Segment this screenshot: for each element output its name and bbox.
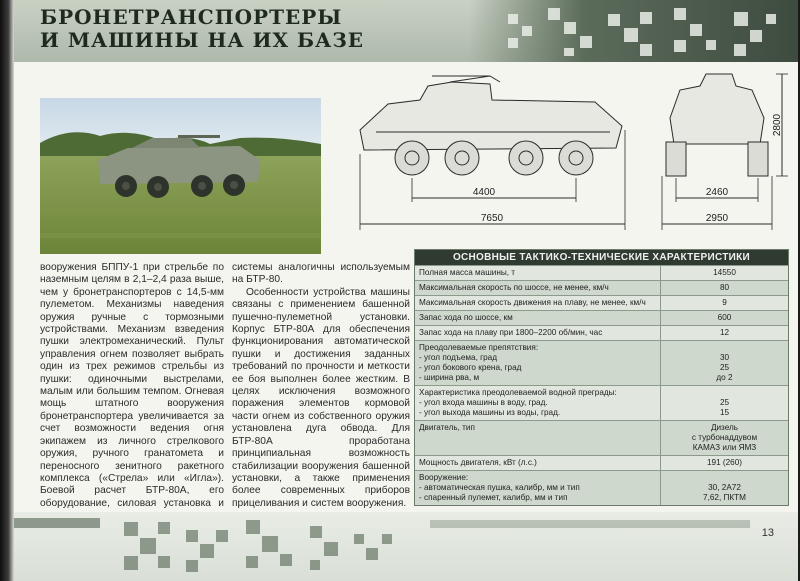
body-paragraph: вооружения БППУ-1 при стрельбе по наземным целям в 2,1–2,4 раза выше, чем у бронетранспортеров с 14,5-мм пулеметом. Механизмы наведения оружия ручные с тормозными устройствами. Механизм взведения пушки электромеханический. Пульт управления огнем позволяет выбрать один из трех режимов стрельбы из пушки: одиночными выстрелами, малым или большим темпом. Огневая мощь штатного вооружения бронетранспортера увеличивается за счет возможности ведения огня экипажем из личного стрелкового оружия, ручного гранатомета и переносного зенитного ракетного комплекса («Стрела» или «Игла»). Боевой расчет БТР-80А, его оборудование, силовая установка и [40,262,224,509]
dim-wheelbase-label: 4400 [472,187,496,198]
spec-label-line: - спаренный пулемет, калибр, мм и тип [419,493,568,502]
body-paragraph: Особенности устройства машины связаны с применением башенной пушечно-пулеметной установки. Корпус БТР-80А для обеспечения функционирования автоматической пушки и достижения заданных требований по прочности и меткости ее боя выполнен более жестким. В целях исключения возможного поражения элементов кормовой части огнем из собственного оружия установлена дуга обвода. Для БТР-80А проработана принципиальная возможность стабилизации вооружения башенной установки, а также применения более современных приборов прицеливания и систем вооружения. [232,286,410,509]
spec-label [415,471,661,505]
spec-value-line: Дизель [710,423,739,432]
table-row [415,455,788,470]
table-row [415,385,788,420]
title-line-2: И МАШИНЫ НА ИХ БАЗЕ [40,28,365,52]
dim-height-label: 2800 [772,113,783,137]
specs-table [414,249,789,506]
spec-label-line: Характеристика преодолеваемой водной преграды: [419,388,617,397]
spec-value: 80 [719,283,730,292]
page [10,0,798,581]
spec-value-line: 25 [719,398,730,407]
technical-drawing [340,70,790,235]
page-number: 13 [761,527,774,539]
spec-label: Полная масса машины, т [415,266,661,280]
spec-label: Максимальная скорость по шоссе, не менее, км/ч [415,281,661,295]
spec-label-line: - угол бокового крена, град [419,363,522,372]
spec-value-line: с турбонаддувом [691,433,758,442]
spec-label-line: - автоматическая пушка, калибр, мм и тип [419,483,580,492]
table-row [415,325,788,340]
spec-value: 191 (260) [706,458,743,467]
pattern-ornament-bottom [10,512,750,581]
dim-width-label: 2950 [705,213,729,224]
spec-value-line: 7,62, ПКТМ [703,493,746,502]
spec-label-line: - ширина рва, м [419,373,480,382]
spec-value [661,341,788,385]
spec-label-line: - угол выхода машины из воды, град. [419,408,561,417]
spec-label: Двигатель, тип [415,421,661,455]
spec-label: Максимальная скорость движения на плаву, не менее, км/ч [415,296,661,310]
table-row [415,295,788,310]
spec-value-line: КАМАЗ или ЯМЗ [692,443,757,452]
spec-value: 14550 [713,268,736,277]
spec-label: Запас хода по шоссе, км [415,311,661,325]
spec-value [661,386,788,420]
table-row [415,280,788,295]
spec-value [661,421,788,455]
spec-label: Запас хода на плаву при 1800–2200 об/мин, час [415,326,661,340]
dim-track-label: 2460 [705,187,729,198]
spec-value-line: 15 [719,408,730,417]
spec-value-line: 30 [719,353,730,362]
table-row [415,310,788,325]
spec-label: Мощность двигателя, кВт (л.с.) [415,456,661,470]
title-line-1: БРОНЕТРАНСПОРТЕРЫ [40,5,343,29]
book-spine-edge [0,0,14,581]
vehicle-photo [40,98,321,254]
body-paragraph: системы аналогичны используемым на БТР-80. [232,262,410,286]
table-row [415,470,788,505]
spec-label-line: Преодолеваемые препятствия: [419,343,539,352]
header-band [10,0,798,62]
footer-band [10,512,798,581]
spec-value-line: 25 [719,363,730,372]
table-row [415,420,788,455]
spec-value: 12 [719,328,730,337]
spec-value: 600 [717,313,732,322]
side-view-drawing [360,76,625,230]
spec-value-line: до 2 [716,373,733,382]
spec-label [415,341,661,385]
spec-label-line: Вооружение: [419,473,469,482]
body-text-column-2 [232,262,410,510]
front-view-drawing [662,74,788,230]
dim-length-label: 7650 [480,213,504,224]
spec-label-line: - угол входа машины в воду, град. [419,398,548,407]
spec-value [661,471,788,505]
spec-label [415,386,661,420]
spec-value-line: 30, 2А72 [708,483,741,492]
body-text-column-1 [40,262,224,523]
table-row [415,265,788,280]
specs-table-title: ОСНОВНЫЕ ТАКТИКО-ТЕХНИЧЕСКИЕ ХАРАКТЕРИСТИКИ [415,250,788,265]
pattern-ornament-top [488,4,788,60]
spec-label-line: - угол подъема, град [419,353,498,362]
table-row [415,340,788,385]
spec-value: 9 [722,298,727,307]
page-title [40,6,364,52]
